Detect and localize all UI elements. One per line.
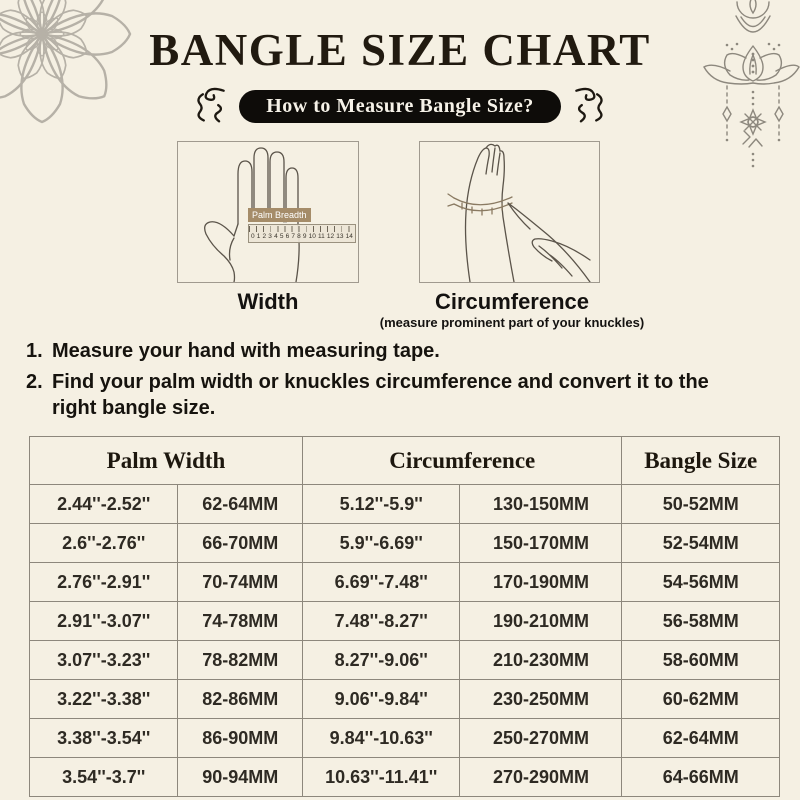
table-cell: 2.76''-2.91'' (30, 563, 178, 602)
table-cell: 170-190MM (460, 563, 622, 602)
instruction-item (26, 369, 774, 421)
ruler-graphic (248, 224, 356, 243)
table-row (30, 641, 780, 680)
ruler-number: 11 (318, 233, 325, 240)
table-cell: 130-150MM (460, 485, 622, 524)
table-cell: 2.91''-3.07'' (30, 602, 178, 641)
table-cell: 270-290MM (460, 758, 622, 797)
table-cell: 3.22''-3.38'' (30, 680, 178, 719)
table-row (30, 524, 780, 563)
ruler-number: 13 (336, 233, 344, 240)
table-cell: 60-62MM (622, 680, 780, 719)
instructions-list (26, 338, 774, 426)
header-palm-width: Palm Width (30, 437, 303, 485)
how-to-measure-banner: How to Measure Bangle Size? (239, 90, 561, 123)
ruler-number: 2 (262, 233, 267, 240)
circumference-caption-note: (measure prominent part of your knuckles) (379, 315, 645, 330)
table-row (30, 719, 780, 758)
ruler-number: 3 (268, 233, 272, 240)
table-cell: 3.07''-3.23'' (30, 641, 178, 680)
ruler-number: 10 (308, 233, 316, 240)
table-cell: 56-58MM (622, 602, 780, 641)
ruler-number: 8 (297, 233, 301, 240)
size-table (29, 436, 780, 797)
instruction-item (26, 338, 774, 364)
instruction-text: Find your palm width or knuckles circumference and convert it to the right bangle size. (52, 371, 709, 419)
width-caption: Width (237, 289, 299, 314)
table-cell: 58-60MM (622, 641, 780, 680)
ruler-number: 12 (326, 233, 335, 240)
table-cell: 6.69''-7.48'' (302, 563, 460, 602)
ruler-number: 6 (285, 233, 290, 240)
ruler-number: 0 (251, 233, 255, 240)
table-row (30, 602, 780, 641)
table-cell: 10.63''-11.41'' (302, 758, 460, 797)
table-cell: 74-78MM (178, 602, 303, 641)
palm-breadth-label: Palm Breadth (248, 208, 311, 222)
flourish-left-icon (193, 85, 229, 127)
ruler-number: 9 (302, 233, 307, 240)
table-cell: 3.54''-3.7'' (30, 758, 178, 797)
table-cell: 2.44''-2.52'' (30, 485, 178, 524)
table-row (30, 758, 780, 797)
table-cell: 8.27''-9.06'' (302, 641, 460, 680)
table-cell: 50-52MM (622, 485, 780, 524)
instruction-number: 2. (26, 371, 43, 393)
table-cell: 7.48''-8.27'' (302, 602, 460, 641)
subtitle-row (0, 85, 800, 127)
table-cell: 9.84''-10.63'' (302, 719, 460, 758)
table-cell: 54-56MM (622, 563, 780, 602)
table-cell: 78-82MM (178, 641, 303, 680)
table-cell: 62-64MM (178, 485, 303, 524)
knuckle-measure-illustration (420, 142, 599, 282)
table-cell: 5.12''-5.9'' (302, 485, 460, 524)
instruction-number: 1. (26, 340, 43, 362)
table-row (30, 563, 780, 602)
table-cell: 52-54MM (622, 524, 780, 563)
ruler-number: 1 (256, 233, 261, 240)
table-cell: 70-74MM (178, 563, 303, 602)
ruler-numbers (249, 232, 355, 241)
flourish-right-icon (571, 85, 607, 127)
header-circumference: Circumference (302, 437, 622, 485)
table-cell: 230-250MM (460, 680, 622, 719)
circumference-caption-title: Circumference (434, 289, 590, 314)
table-cell: 66-70MM (178, 524, 303, 563)
table-cell: 5.9''-6.69'' (302, 524, 460, 563)
table-cell: 150-170MM (460, 524, 622, 563)
table-row (30, 680, 780, 719)
table-cell: 90-94MM (178, 758, 303, 797)
size-table-body (30, 485, 780, 797)
table-cell: 250-270MM (460, 719, 622, 758)
table-cell: 82-86MM (178, 680, 303, 719)
ruler-number: 7 (291, 233, 295, 240)
ruler-number: 14 (345, 233, 353, 240)
table-cell: 3.38''-3.54'' (30, 719, 178, 758)
circumference-figure-box (419, 141, 600, 283)
instruction-text: Measure your hand with measuring tape. (52, 340, 440, 362)
table-cell: 210-230MM (460, 641, 622, 680)
width-figure-box (177, 141, 359, 283)
table-cell: 9.06''-9.84'' (302, 680, 460, 719)
circumference-caption (367, 289, 657, 330)
page-title: BANGLE SIZE CHART (149, 25, 651, 75)
ruler-number: 5 (279, 233, 284, 240)
table-cell: 62-64MM (622, 719, 780, 758)
table-cell: 2.6''-2.76'' (30, 524, 178, 563)
table-header-row (30, 437, 780, 485)
table-cell: 86-90MM (178, 719, 303, 758)
table-cell: 64-66MM (622, 758, 780, 797)
table-cell: 190-210MM (460, 602, 622, 641)
table-row (30, 485, 780, 524)
ruler-number: 4 (274, 233, 278, 240)
header-bangle-size: Bangle Size (622, 437, 780, 485)
